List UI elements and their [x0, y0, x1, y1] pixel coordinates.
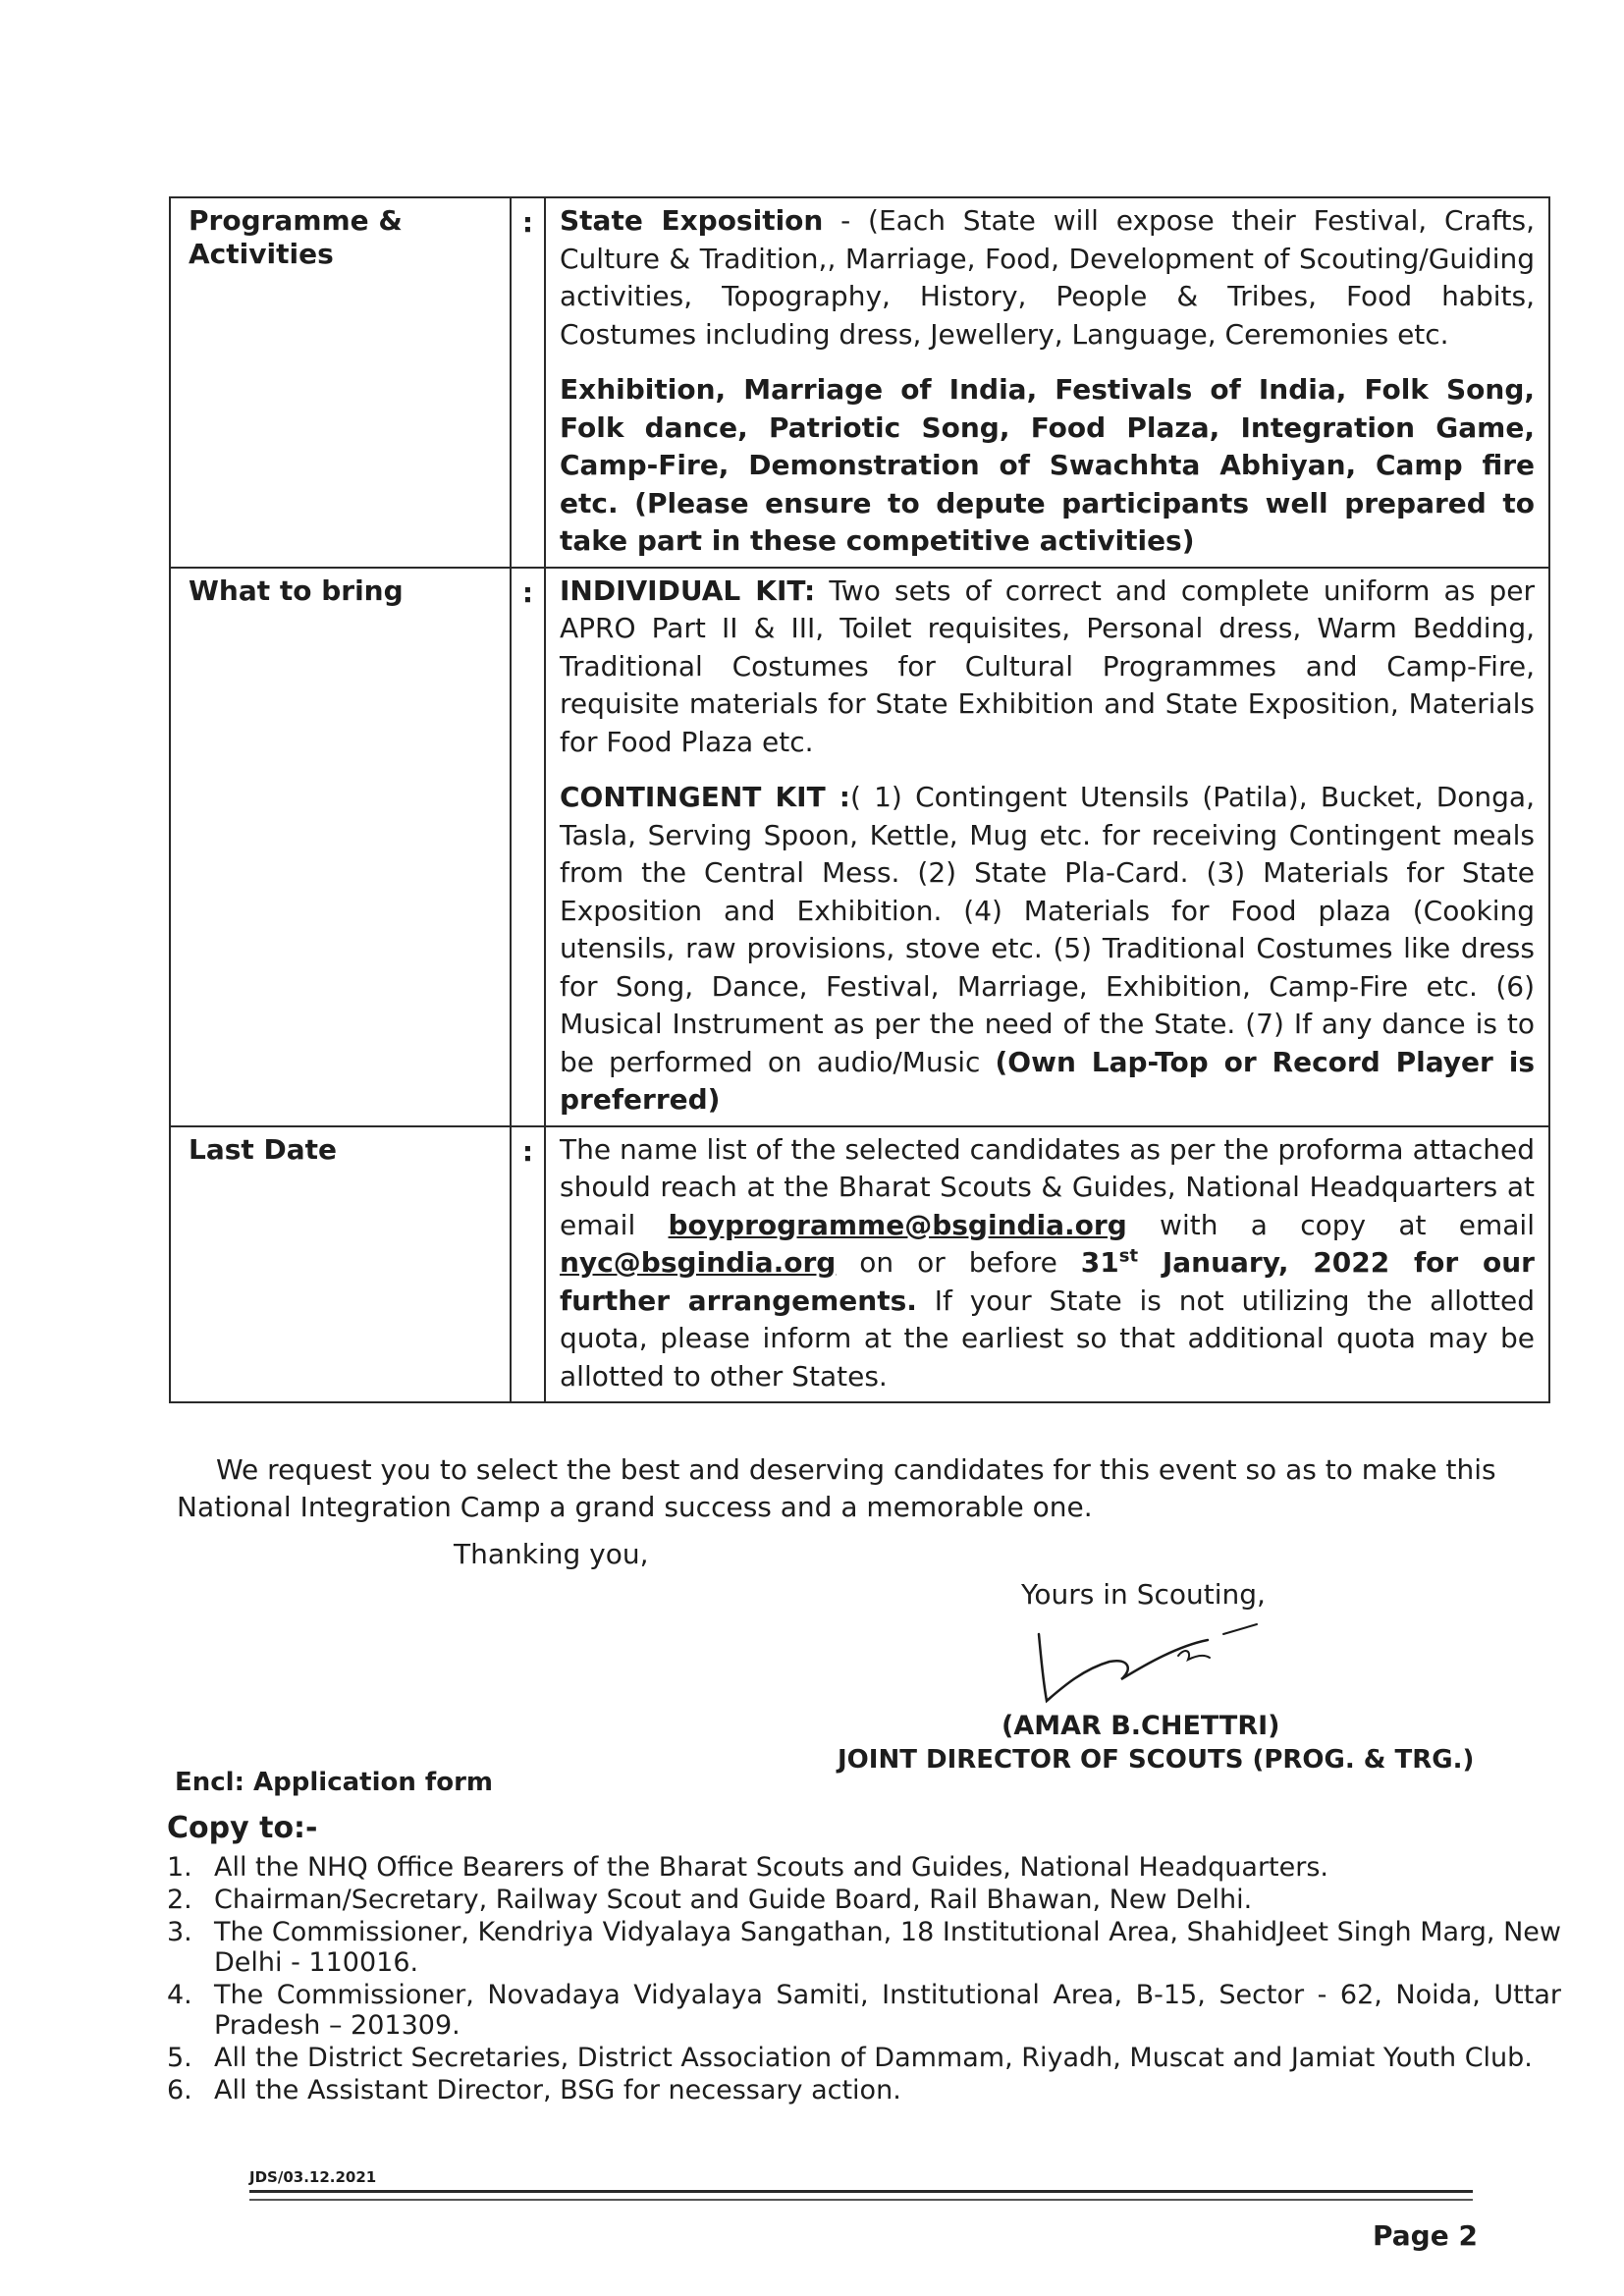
list-item-number: 5. — [167, 2043, 192, 2073]
copy-to-heading: Copy to:- — [167, 1811, 318, 1845]
last-date-paragraph — [560, 1131, 1535, 1396]
signatory-title: JOINT DIRECTOR OF SCOUTS (PROG. & TRG.) — [838, 1745, 1475, 1775]
list-item — [167, 1980, 1561, 2041]
list-item-number: 1. — [167, 1852, 192, 1883]
list-item-text: Chairman/Secretary, Railway Scout and Guide Board, Rail Bhawan, New Delhi. — [214, 1885, 1253, 1915]
last-date-text-1: The name list of the selected candidates as per the proforma attached should reach at the Bharat Scouts & Guides, National Headquarters at email — [560, 1132, 1535, 1241]
individual-kit-heading: INDIVIDUAL KIT: — [560, 574, 816, 607]
handwritten-signature — [1031, 1620, 1267, 1721]
list-item — [167, 2043, 1561, 2073]
list-item-number: 3. — [167, 1917, 192, 1947]
row-colon: : — [511, 197, 545, 568]
table-row-programme — [170, 197, 1549, 568]
row-colon: : — [511, 568, 545, 1126]
row-label-programme: Programme & Activities — [170, 197, 511, 568]
individual-kit-paragraph — [560, 573, 1535, 762]
list-item-text: The Commissioner, Novadaya Vidyalaya Samiti, Institutional Area, B-15, Sector - 62, Noida, Uttar Pradesh – 201309. — [214, 1980, 1561, 2041]
list-item — [167, 1885, 1561, 1915]
signatory-name: (AMAR B.CHETTRI) — [1001, 1711, 1280, 1741]
table-row-bring — [170, 568, 1549, 1126]
details-table — [169, 196, 1550, 1403]
list-item-number: 6. — [167, 2075, 192, 2105]
last-date-text-2: with a copy at email — [1126, 1208, 1535, 1241]
list-item-text: All the Assistant Director, BSG for necessary action. — [214, 2075, 901, 2105]
list-item — [167, 1917, 1561, 1978]
signature-drawing — [1031, 1620, 1267, 1714]
list-item-text: All the District Secretaries, District Association of Dammam, Riyadh, Muscat and Jamiat Youth Club. — [214, 2043, 1533, 2073]
state-exposition-text: - (Each State will expose their Festival, Crafts, Culture & Tradition,, Marriage, Food, Development of Scouting/Guiding activities, Topography, History, People & Tribes, Food habits, Costumes including dress, Jewellery, Language, Ceremonies etc. — [560, 204, 1536, 351]
state-exposition-paragraph — [560, 202, 1535, 354]
enclosure-note: Encl: Application form — [175, 1768, 494, 1797]
row-value-programme — [545, 197, 1549, 568]
deadline-day: 31 — [1080, 1246, 1119, 1279]
footer-rule — [249, 2190, 1473, 2201]
list-item — [167, 1852, 1561, 1883]
state-exposition-heading: State Exposition — [560, 204, 824, 237]
last-date-text-4: If your State is not utilizing the allotted quota, please inform at the earliest so that additional quota may be allotted to other States. — [560, 1284, 1535, 1393]
email-link-boyprogramme[interactable]: boyprogramme@bsgindia.org — [668, 1208, 1127, 1241]
contingent-kit-paragraph — [560, 779, 1535, 1120]
last-date-text-3: on or before — [836, 1246, 1081, 1279]
row-colon: : — [511, 1126, 545, 1403]
page-number: Page 2 — [1373, 2219, 1478, 2252]
row-value-bring — [545, 568, 1549, 1126]
closing-line: Yours in Scouting, — [1021, 1578, 1266, 1611]
contingent-kit-note: (Own Lap-Top or Record Player is preferred) — [560, 1045, 1535, 1116]
list-item-number: 2. — [167, 1885, 192, 1915]
table-row-lastdate — [170, 1126, 1549, 1403]
contingent-kit-text: ( 1) Contingent Utensils (Patila), Bucket, Donga, Tasla, Serving Spoon, Kettle, Mug etc. for receiving Contingent meals from the Central Mess. (2) State Pla-Card. (3) Materials for State Exposition and Exhibition. (4) Materials for Food plaza (Cooking utensils, raw provisions, stove etc. (5) Traditional Costumes like dress for Song, Dance, Festival, Marriage, Exhibition, Camp-Fire etc. (6) Musical Instrument as per the need of the State. (7) If any dance is to be performed on audio/Music — [560, 781, 1535, 1078]
list-item — [167, 2075, 1561, 2105]
row-value-lastdate — [545, 1126, 1549, 1403]
list-item-text: The Commissioner, Kendriya Vidyalaya Sangathan, 18 Institutional Area, ShahidJeet Singh Marg, New Delhi - 110016. — [214, 1917, 1561, 1978]
contingent-kit-heading: CONTINGENT KIT : — [560, 781, 850, 813]
activities-paragraph: Exhibition, Marriage of India, Festivals of India, Folk Song, Folk dance, Patriotic Song, Food Plaza, Integration Game, Camp-Fire, Demonstration of Swachhta Abhiyan, Camp fire etc. (Please ensure to depute participants well prepared to take part in these competitive activities) — [560, 373, 1535, 557]
deadline-rest: January, 2022 for our further arrangements. — [560, 1246, 1535, 1317]
row-label-bring: What to bring — [170, 568, 511, 1126]
individual-kit-text: Two sets of correct and complete uniform as per APRO Part II & III, Toilet requisites, Personal dress, Warm Bedding, Traditional Costumes for Cultural Programmes and Camp-Fire, requisite materials for State Exhibition and State Exposition, Materials for Food Plaza etc. — [560, 574, 1536, 758]
row-label-lastdate: Last Date — [170, 1126, 511, 1403]
thanking-line: Thanking you, — [454, 1538, 649, 1570]
reference-code: JDS/03.12.2021 — [249, 2168, 377, 2186]
request-paragraph: We request you to select the best and deserving candidates for this event so as to make this National Integration Camp a grand success and a memorable one. — [177, 1453, 1496, 1523]
email-link-nyc[interactable]: nyc@bsgindia.org — [560, 1246, 837, 1279]
deadline-day-suffix: st — [1118, 1245, 1139, 1267]
list-item-number: 4. — [167, 1980, 192, 2010]
list-item-text: All the NHQ Office Bearers of the Bharat Scouts and Guides, National Headquarters. — [214, 1852, 1329, 1883]
copy-to-list — [167, 1852, 1561, 2107]
